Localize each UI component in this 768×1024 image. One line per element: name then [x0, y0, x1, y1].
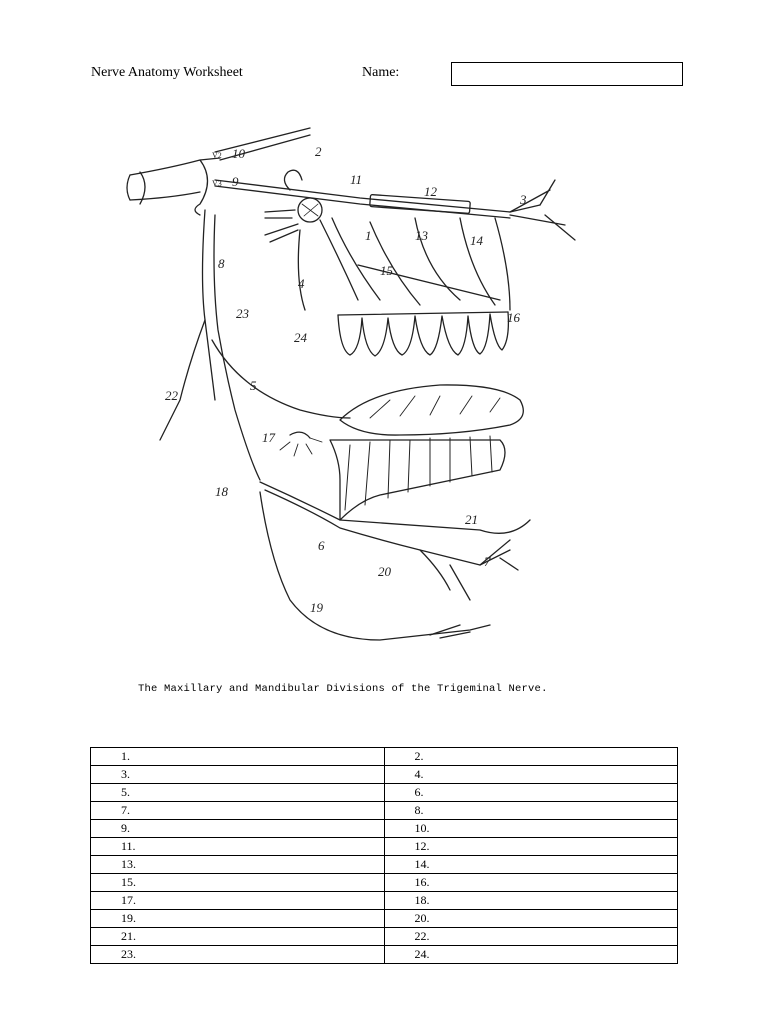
trigeminal-nerve-diagram [40, 100, 676, 712]
diagram-number: 8 [218, 256, 225, 271]
table-row [91, 892, 678, 910]
v2-label: V2 [212, 151, 222, 160]
answer-cell[interactable]: 23. [91, 946, 385, 964]
inferior-alveolar-nerve [260, 482, 530, 533]
table-row [91, 856, 678, 874]
answer-cell[interactable]: 1. [91, 748, 385, 766]
answer-cell[interactable]: 13. [91, 856, 385, 874]
table-row [91, 838, 678, 856]
nerve-trunk-lower [130, 192, 200, 200]
table-row [91, 928, 678, 946]
answer-cell[interactable]: 5. [91, 784, 385, 802]
diagram-number: 1 [365, 228, 372, 243]
answer-cell[interactable]: 7. [91, 802, 385, 820]
figure-caption: The Maxillary and Mandibular Divisions of the Trigeminal Nerve. [138, 683, 548, 695]
mental-nerve [260, 492, 490, 640]
diagram-number: 4 [298, 276, 305, 291]
answer-cell[interactable]: 19. [91, 910, 385, 928]
table-row [91, 910, 678, 928]
mandibular-nerve [203, 210, 216, 400]
answer-cell[interactable]: 22. [384, 928, 678, 946]
diagram-number: 15 [380, 263, 393, 278]
diagram-number: 12 [424, 184, 437, 199]
answer-cell[interactable]: 3. [91, 766, 385, 784]
answer-cell[interactable]: 17. [91, 892, 385, 910]
lower-teeth-block [330, 440, 505, 520]
answer-cell[interactable]: 6. [384, 784, 678, 802]
answer-cell[interactable]: 11. [91, 838, 385, 856]
worksheet-title: Nerve Anatomy Worksheet [91, 65, 243, 80]
diagram-number: 17 [262, 430, 275, 445]
diagram-number: 6 [318, 538, 325, 553]
diagram-number: 10 [232, 146, 245, 161]
answer-table [90, 747, 678, 964]
table-row [91, 802, 678, 820]
answer-cell[interactable]: 21. [91, 928, 385, 946]
answer-cell[interactable]: 18. [384, 892, 678, 910]
answer-cell[interactable]: 10. [384, 820, 678, 838]
table-row [91, 946, 678, 964]
diagram-number: 22 [165, 388, 178, 403]
table-row [91, 766, 678, 784]
diagram-number: 24 [294, 330, 307, 345]
table-row [91, 784, 678, 802]
diagram-number: 5 [250, 378, 257, 393]
answer-cell[interactable]: 24. [384, 946, 678, 964]
v3-label: V3 [212, 179, 222, 188]
table-row [91, 748, 678, 766]
answer-cell[interactable]: 2. [384, 748, 678, 766]
answer-cell[interactable]: 4. [384, 766, 678, 784]
diagram-number: 13 [415, 228, 428, 243]
diagram-number: 23 [236, 306, 249, 321]
diagram-number: 9 [232, 174, 239, 189]
answer-cell[interactable]: 12. [384, 838, 678, 856]
diagram-number: 14 [470, 233, 483, 248]
diagram-number: 21 [465, 512, 478, 527]
diagram-number: 18 [215, 484, 228, 499]
diagram-number: 19 [310, 600, 323, 615]
answer-cell[interactable]: 14. [384, 856, 678, 874]
diagram-number: 11 [350, 172, 363, 187]
answer-cell[interactable]: 20. [384, 910, 678, 928]
answer-cell[interactable]: 15. [91, 874, 385, 892]
answer-cell[interactable]: 9. [91, 820, 385, 838]
name-label: Name: [362, 65, 400, 80]
diagram-number: 7 [484, 554, 491, 569]
answer-cell[interactable]: 16. [384, 874, 678, 892]
diagram-number: 16 [507, 310, 520, 325]
table-row [91, 874, 678, 892]
upper-teeth [338, 312, 508, 356]
answer-cell[interactable]: 8. [384, 802, 678, 820]
diagram-number: 20 [378, 564, 391, 579]
diagram-number: 2 [315, 144, 322, 159]
name-field[interactable] [451, 62, 683, 86]
tongue [340, 385, 523, 435]
diagram-number: 3 [520, 192, 527, 207]
table-row [91, 820, 678, 838]
